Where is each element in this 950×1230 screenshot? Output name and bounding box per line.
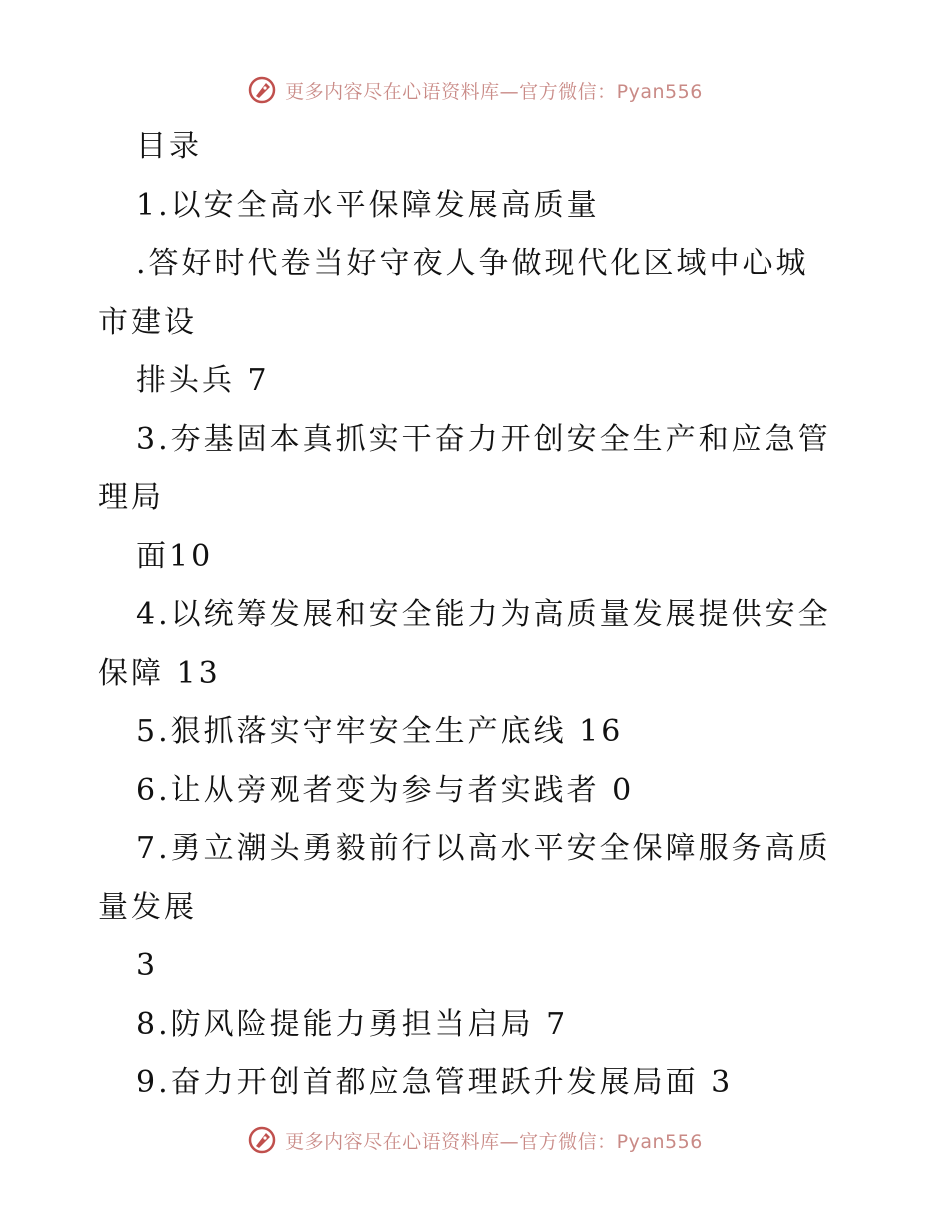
toc-line: 4.以统筹发展和安全能力为高质量发展提供安全 [136,597,831,632]
toc-line: 8.防风险提能力勇担当启局 7 [136,1006,569,1042]
toc-content [98,118,858,1113]
toc-line: 9.奋力开创首都应急管理跃升发展局面 3 [136,1065,734,1100]
toc-line: 排头兵 7 [136,363,270,398]
watermark-text: 更多内容尽在心语资料库—官方微信：Pyan556 [285,1130,703,1153]
toc-line: 理局 [98,480,164,515]
header-watermark [0,70,950,110]
pen-nib-logo-icon [247,75,277,105]
watermark-text: 更多内容尽在心语资料库—官方微信：Pyan556 [285,80,703,103]
toc-line: 3.夯基固本真抓实干奋力开创安全生产和应急管 [136,421,831,457]
toc-line: 5.狠抓落实守牢安全生产底线 16 [136,714,624,749]
toc-line: .答好时代卷当好守夜人争做现代化区域中心城 [136,246,809,281]
toc-heading: 目录 [136,129,202,164]
toc-line: 面10 [136,538,214,574]
toc-line: 保障 13 [98,655,221,691]
toc-line: 3 [136,948,159,983]
toc-line: 市建设 [98,304,197,340]
toc-line: 7.勇立潮头勇毅前行以高水平安全保障服务高质 [136,831,831,866]
toc-line: 1.以安全高水平保障发展高质量 [136,187,600,223]
toc-line: 6.让从旁观者变为参与者实践者 0 [136,772,635,808]
pen-nib-logo-icon [247,1125,277,1155]
footer-watermark [0,1120,950,1160]
toc-line: 量发展 [98,889,197,925]
